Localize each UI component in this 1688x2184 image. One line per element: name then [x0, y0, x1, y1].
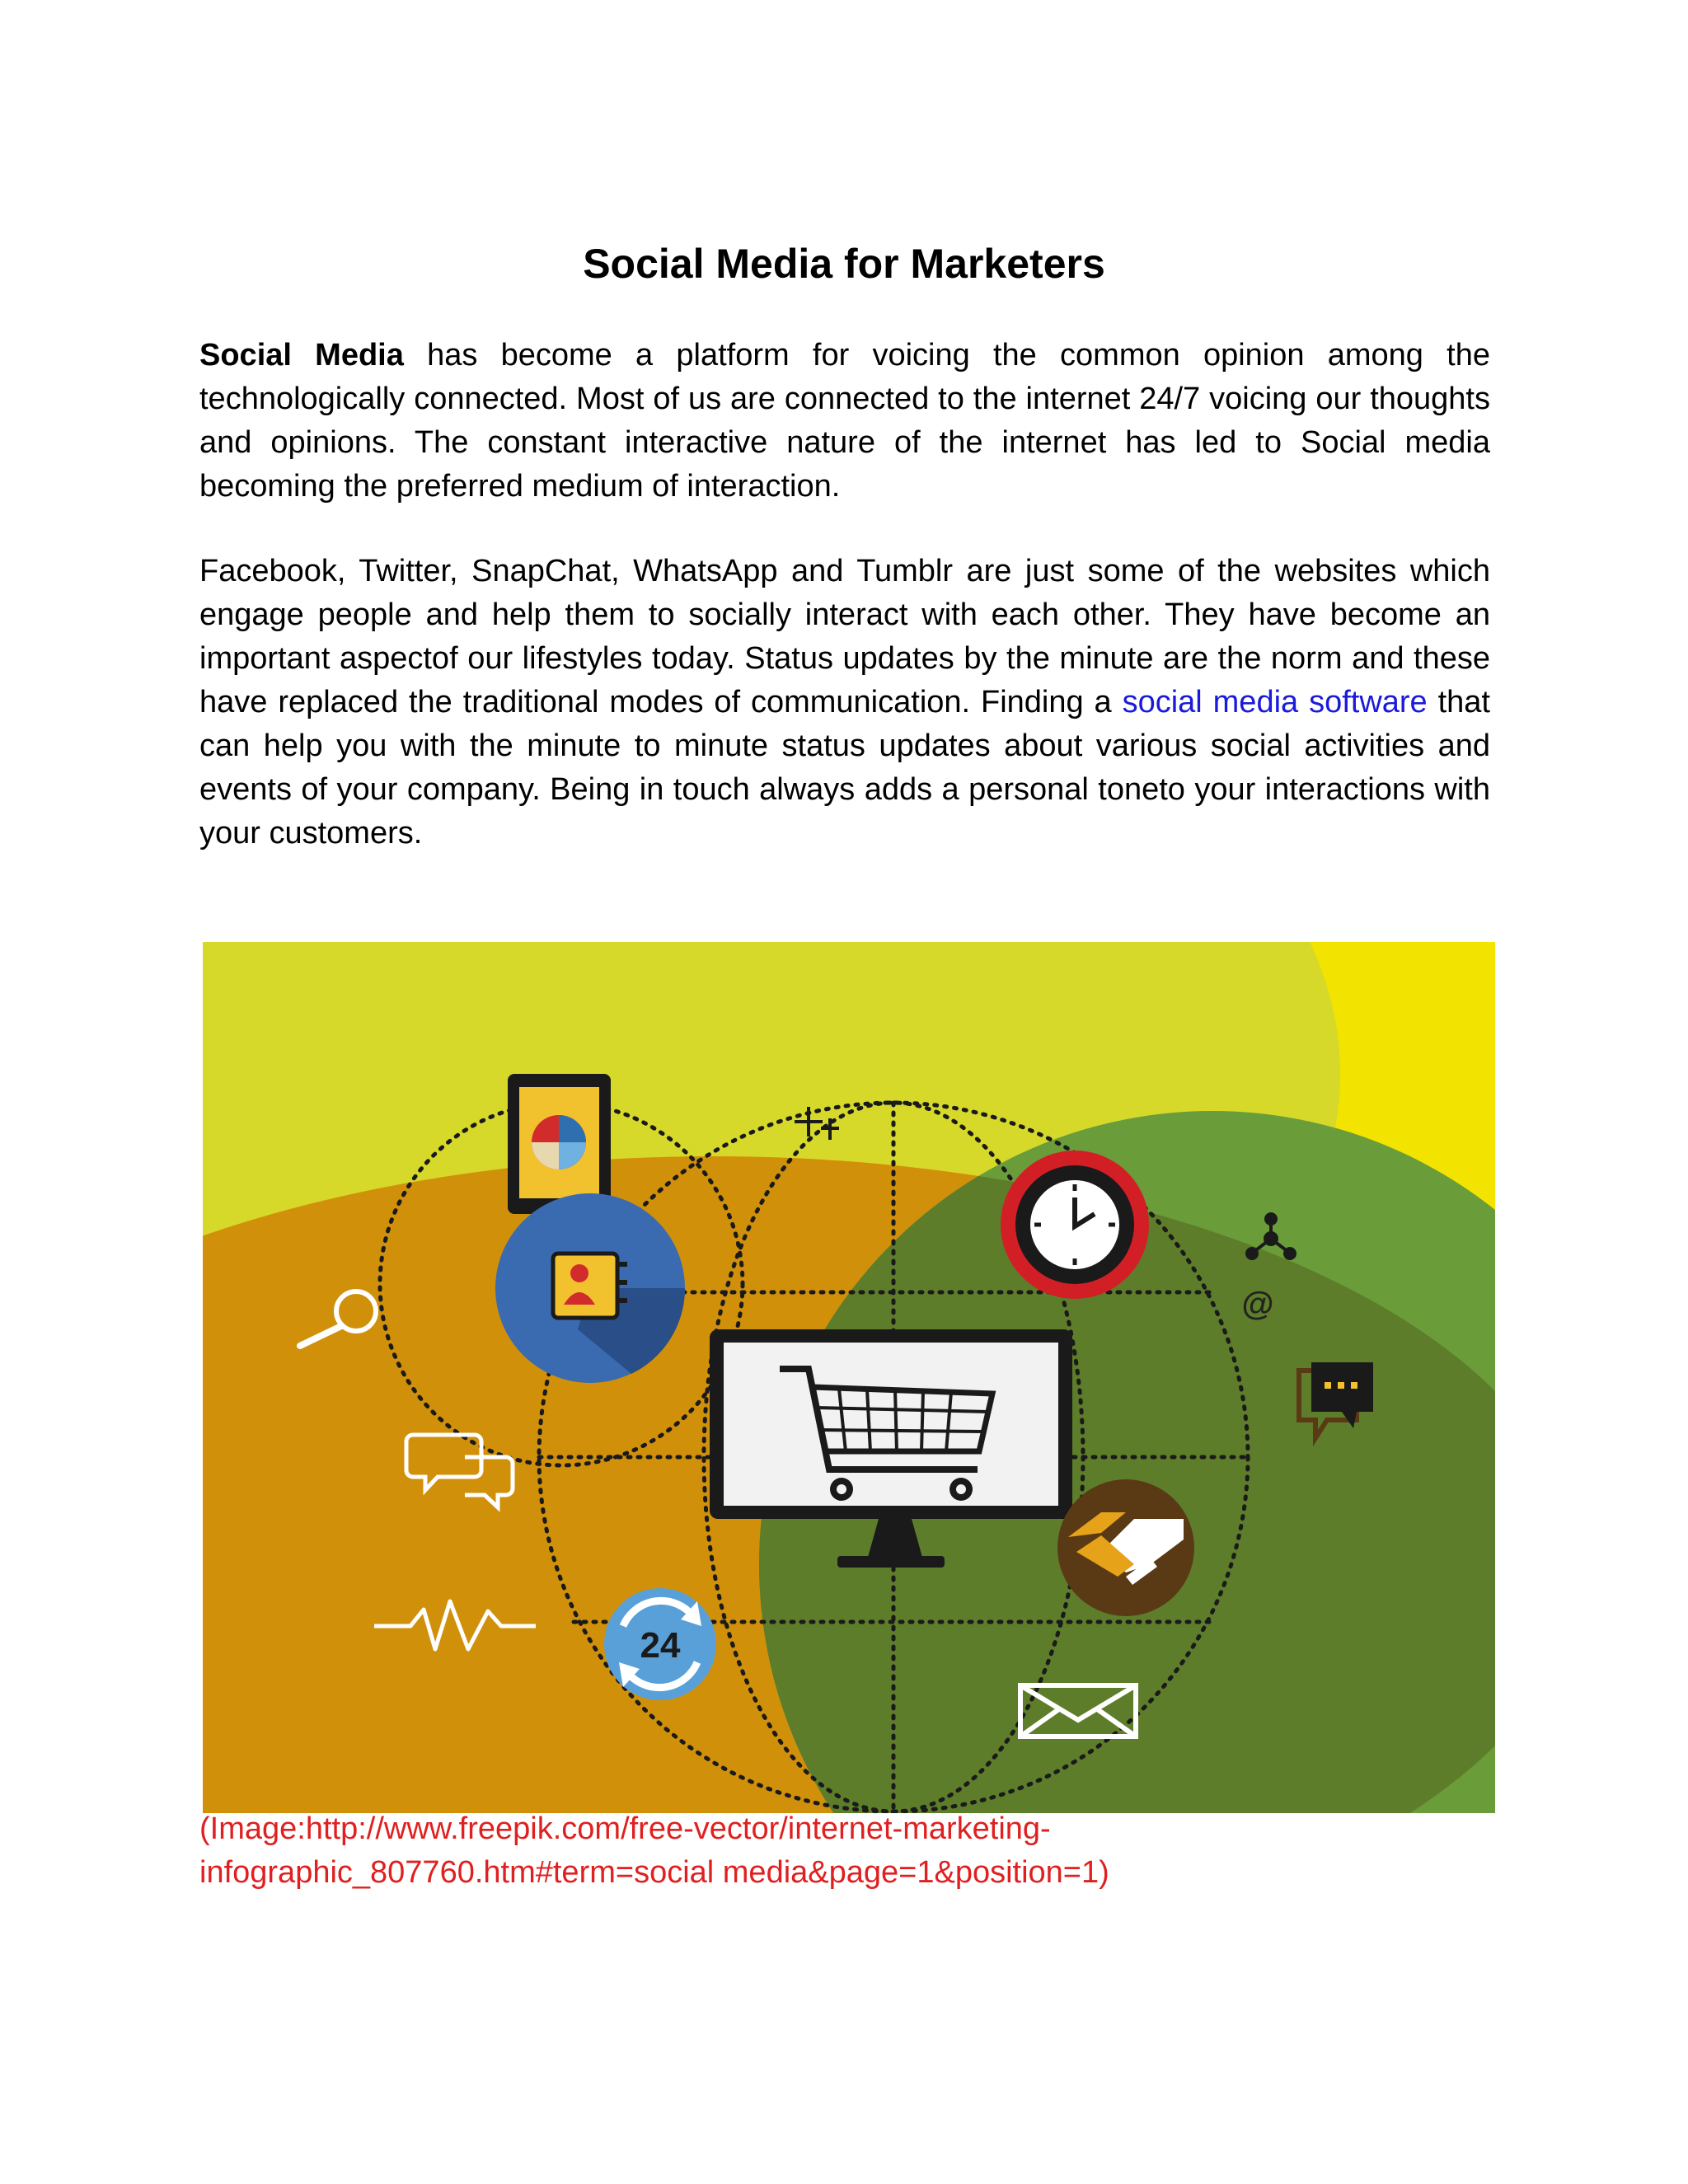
caption-line-1: (Image:http://www.freepik.com/free-vector/internet-marketing-: [199, 1811, 1051, 1846]
at-symbol-icon: @: [1241, 1286, 1274, 1322]
contact-card-icon: [495, 1193, 685, 1383]
platforms-text-before-link: Facebook, Twitter, SnapChat, WhatsApp and Tumblr are just some of the websites which engage people and help them to socially interact with each other. They have become an important aspectof our lifestyles today. Status updates by the minute are the norm and these have replaced the traditional modes of communication. Finding a: [199, 554, 1490, 719]
24-hours-label: 24: [640, 1625, 681, 1666]
page-title: Social Media for Marketers: [583, 241, 1105, 287]
24-hours-icon: [604, 1588, 716, 1700]
platforms-text-after-link: that can help you with the minute to minute status updates about various social activities and events of your company. Being in touch always adds a personal toneto your interactions with your customers.: [199, 685, 1490, 851]
caption-line-2: infographic_807760.htm#term=social media&page=1&position=1): [199, 1855, 1109, 1890]
internet-marketing-infographic: [203, 942, 1495, 1813]
image-source-caption: [199, 1807, 1490, 1895]
intro-body-text: has become a platform for voicing the common opinion among the technologically connected. Most of us are connected to the internet 24/7 voicing our thoughts and opinions. The constant interactive nature of the internet has led to Social media becoming the preferred medium of interaction.: [199, 338, 1490, 504]
paragraph-intro: [199, 334, 1490, 509]
social-media-software-link[interactable]: social media software: [1122, 685, 1428, 719]
handshake-icon: [1057, 1479, 1194, 1616]
lead-bold-text: Social Media: [199, 338, 404, 373]
clock-icon: [1001, 1151, 1149, 1299]
tablet-pie-chart-icon: [508, 1074, 611, 1214]
paragraph-platforms: [199, 550, 1490, 855]
